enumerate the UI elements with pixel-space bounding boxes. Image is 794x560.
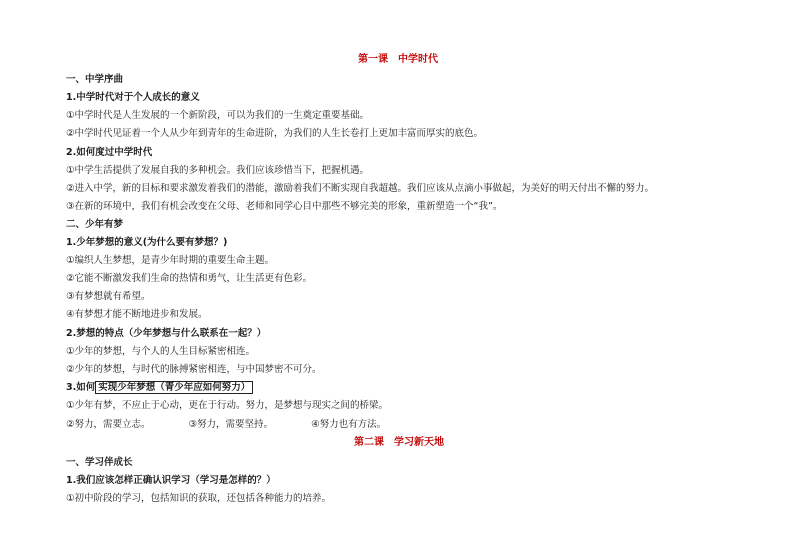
paragraph: ①编织人生梦想，是青少年时期的重要生命主题。: [66, 255, 275, 266]
boxed-highlight: 实现少年梦想（青少年应如何努力）: [95, 381, 253, 394]
paragraph: ③有梦想就有希望。: [66, 291, 151, 302]
lesson1-title: 第一课 中学时代: [358, 54, 438, 65]
paragraph: ①少年的梦想，与个人的人生目标紧密相连。: [66, 346, 256, 357]
paragraph: ②进入中学，新的目标和要求激发着我们的潜能，激励着我们不断实现自我超越。我们应该从点滴小事做起，为美好的明天付出不懈的努力。: [66, 183, 655, 194]
paragraph: ②中学时代见证着一个人从少年到青年的生命进阶，为我们的人生长卷打上更加丰富而厚实的底色。: [66, 128, 484, 139]
paragraph-row: [66, 419, 386, 431]
question-heading: 2.如何度过中学时代: [66, 147, 153, 158]
paragraph: ①初中阶段的学习，包括知识的获取，还包括各种能力的培养。: [66, 493, 332, 504]
section-heading: 一、中学序曲: [66, 74, 124, 85]
section-heading: 一、学习伴成长: [66, 457, 133, 468]
paragraph: ④努力也有方法。: [311, 419, 387, 430]
question-heading: 1.中学时代对于个人成长的意义: [66, 92, 200, 103]
question-heading: 1.我们应该怎样正确认识学习（学习是怎样的？）: [66, 475, 276, 486]
paragraph: ②少年的梦想，与时代的脉搏紧密相连，与中国梦密不可分。: [66, 364, 322, 375]
paragraph: ①中学时代是人生发展的一个新阶段，可以为我们的一生奠定重要基础。: [66, 110, 370, 121]
paragraph: ④有梦想才能不断地进步和发展。: [66, 309, 208, 320]
question-heading: [66, 382, 253, 394]
question-prefix: 3.如何: [66, 382, 96, 393]
paragraph: ③努力，需要坚持。: [188, 419, 274, 430]
paragraph: ②努力，需要立志。: [66, 419, 151, 430]
question-heading: 1.少年梦想的意义(为什么要有梦想？): [66, 237, 228, 248]
lesson2-title: 第二课 学习新天地: [354, 437, 444, 448]
section-heading: 二、少年有梦: [66, 219, 124, 230]
question-heading: 2.梦想的特点（少年梦想与什么联系在一起？）: [66, 328, 267, 339]
paragraph: ①少年有梦，不应止于心动，更在于行动。努力，是梦想与现实之间的桥梁。: [66, 400, 389, 411]
paragraph: ②它能不断激发我们生命的热情和勇气，让生活更有色彩。: [66, 273, 313, 284]
paragraph: ③在新的环境中，我们有机会改变在父母、老师和同学心目中那些不够完美的形象，重新塑造一个“我”。: [66, 201, 503, 212]
paragraph: ①中学生活提供了发展自我的多种机会。我们应该珍惜当下，把握机遇。: [66, 165, 370, 176]
